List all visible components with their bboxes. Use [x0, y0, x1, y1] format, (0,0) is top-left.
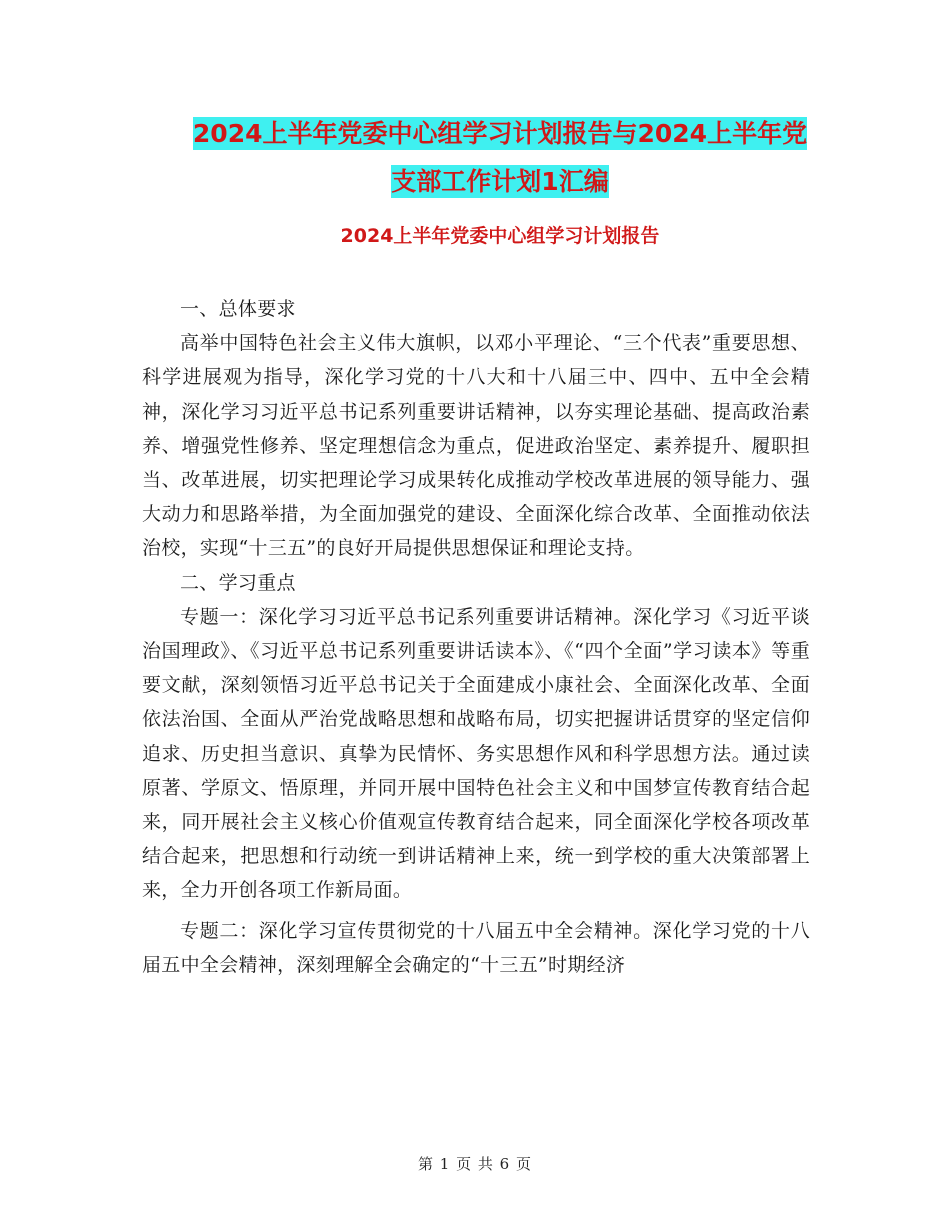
paragraph-general-requirements: 高举中国特色社会主义伟大旗帜，以邓小平理论、“三个代表”重要思想、科学进展观为指导，深化学习党的十八大和十八届三中、四中、五中全会精神，深化学习习近平总书记系列重要讲话精神，以夯实理论基础、提高政治素养、增强党性修养、坚定理想信念为重点，促进政治坚定、素养提升、履职担当、改革进展，切实把理论学习成果转化成推动学校改革进展的领导能力、强大动力和思路举措，为全面加强党的建设、全面深化综合改革、全面推动依法治校，实现“十三五”的良好开局提供思想保证和理论支持。: [142, 332, 810, 560]
document-title: [140, 110, 860, 206]
document-title-line-2: 支部工作计划1汇编: [391, 167, 609, 196]
section-title: 2024上半年党委中心组学习计划报告: [340, 225, 660, 247]
paragraph-topic-two: 专题二：深化学习宣传贯彻党的十八届五中全会精神。深化学习党的十八届五中全会精神，深刻理解全会确定的“十三五”时期经济: [142, 919, 810, 976]
document-body: [142, 292, 810, 982]
paragraph-topic-one: 专题一：深化学习习近平总书记系列重要讲话精神。深化学习《习近平谈治国理政》、《习近平总书记系列重要讲话读本》、《“四个全面”学习读本》等重要文献，深刻领悟习近平总书记关于全面建成小康社会、全面深化改革、全面依法治国、全面从严治党战略思想和战略布局，切实把握讲话贯穿的坚定信仰追求、历史担当意识、真挚为民情怀、务实思想作风和科学思想方法。通过读原著、学原文、悟原理，并同开展中国特色社会主义和中国梦宣传教育结合起来，同开展社会主义核心价值观宣传教育结合起来，同全面深化学校各项改革结合起来，把思想和行动统一到讲话精神上来，统一到学校的重大决策部署上来，全力开创各项工作新局面。: [142, 605, 810, 902]
heading-study-focus: 二、学习重点: [180, 571, 296, 594]
heading-general-requirements: 一、总体要求: [180, 298, 296, 320]
document-title-line-1: 2024上半年党委中心组学习计划报告与2024上半年党: [192, 119, 808, 148]
page-footer: 第 1 页 共 6 页: [418, 1155, 532, 1173]
